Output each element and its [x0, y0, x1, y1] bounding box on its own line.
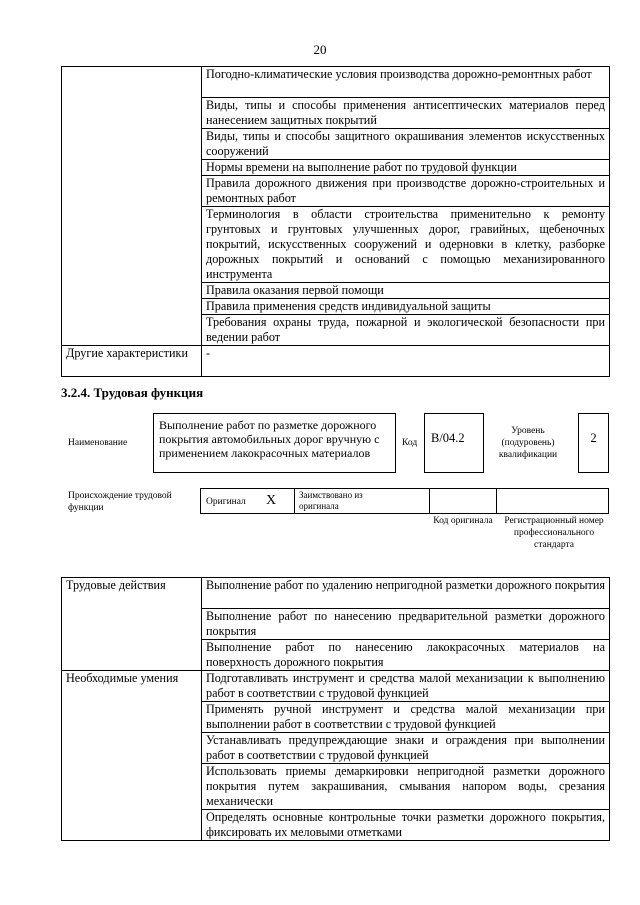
actions-table [61, 577, 610, 841]
table-row [62, 578, 610, 609]
knowledge-table [61, 66, 610, 377]
table-cell: Терминология в области строительства применительно к ремонту грунтовых и грунтовых улучшенных дорог, гравийных, щебеночных покрытий, искусственных сооружений и одерновки в клетку, разборке дорожных покрытий и оснований с помощью механизированного инструмента [202, 207, 610, 283]
code-label: Код [402, 438, 418, 448]
origin-reg-cell [496, 488, 609, 514]
code-caption: Код оригинала [433, 516, 493, 526]
page-number: 20 [313, 42, 327, 57]
table-cell: Правила оказания первой помощи [202, 283, 610, 299]
table-cell-left [62, 67, 202, 346]
table-row [62, 67, 610, 98]
table-cell: Подготавливать инструмент и средства малой механизации к выполнению работ в соответствии с трудовой функцией [202, 671, 610, 702]
table-cell: Правила применения средств индивидуальной защиты [202, 299, 610, 315]
table-cell: Применять ручной инструмент и средства малой механизации при выполнении работ в соответствии с трудовой функцией [202, 702, 610, 733]
table-cell-left: Другие характеристики [62, 346, 202, 377]
level-label: Уровень (подуровень) квалификации [498, 426, 558, 460]
table-cell: Погодно-климатические условия производства дорожно-ремонтных работ [202, 67, 610, 98]
level-value: 2 [578, 413, 609, 473]
origin-original-cell [200, 488, 294, 514]
table-cell: Определять основные контрольные точки разметки дорожного покрытия, фиксировать их меловыми отметками [202, 810, 610, 841]
name-label: Наименование [68, 438, 128, 448]
table-cell: Выполнение работ по нанесению лакокрасочных материалов на поверхность дорожного покрытия [202, 640, 610, 671]
table-cell: Выполнение работ по нанесению предварительной разметки дорожного покрытия [202, 609, 610, 640]
table-cell: Выполнение работ по удалению непригодной разметки дорожного покрытия [202, 578, 610, 609]
table-cell: Правила дорожного движения при производстве дорожно-строительных и ремонтных работ [202, 176, 610, 207]
table-cell: - [202, 346, 610, 377]
name-value: Выполнение работ по разметке дорожного покрытия автомобильных дорог вручную с применением лакокрасочных материалов [153, 413, 396, 473]
table-row [62, 346, 610, 377]
section-heading: 3.2.4. Трудовая функция [61, 385, 204, 400]
borrowed-label: Заимствовано из оригинала [299, 490, 363, 511]
table-cell: Устанавливать предупреждающие знаки и ограждения при выполнении работ в соответствии с трудовой функцией [202, 733, 610, 764]
table-cell: Нормы времени на выполнение работ по трудовой функции [202, 160, 610, 176]
origin-code-cell [429, 488, 497, 514]
code-value: B/04.2 [424, 413, 484, 473]
table-row [62, 671, 610, 702]
table-cell: Требования охраны труда, пожарной и экологической безопасности при ведении работ [202, 315, 610, 346]
reg-caption: Регистрационный номер профессионального стандарта [504, 516, 604, 550]
table-cell: Виды, типы и способы применения антисептических материалов перед нанесением защитных покрытий [202, 98, 610, 129]
table-cell: Виды, типы и способы защитного окрашивания элементов искусственных сооружений [202, 129, 610, 160]
table-cell: Использовать приемы демаркировки непригодной разметки дорожного покрытия путем закрашивания, смывания напором воды, срезания механически [202, 764, 610, 810]
original-mark: X [266, 493, 277, 508]
origin-borrowed-cell [294, 488, 430, 514]
table-cell-left: Трудовые действия [62, 578, 202, 671]
table-cell-left: Необходимые умения [62, 671, 202, 841]
origin-label: Происхождение трудовой функции [68, 491, 172, 513]
original-label: Оригинал [206, 497, 246, 507]
